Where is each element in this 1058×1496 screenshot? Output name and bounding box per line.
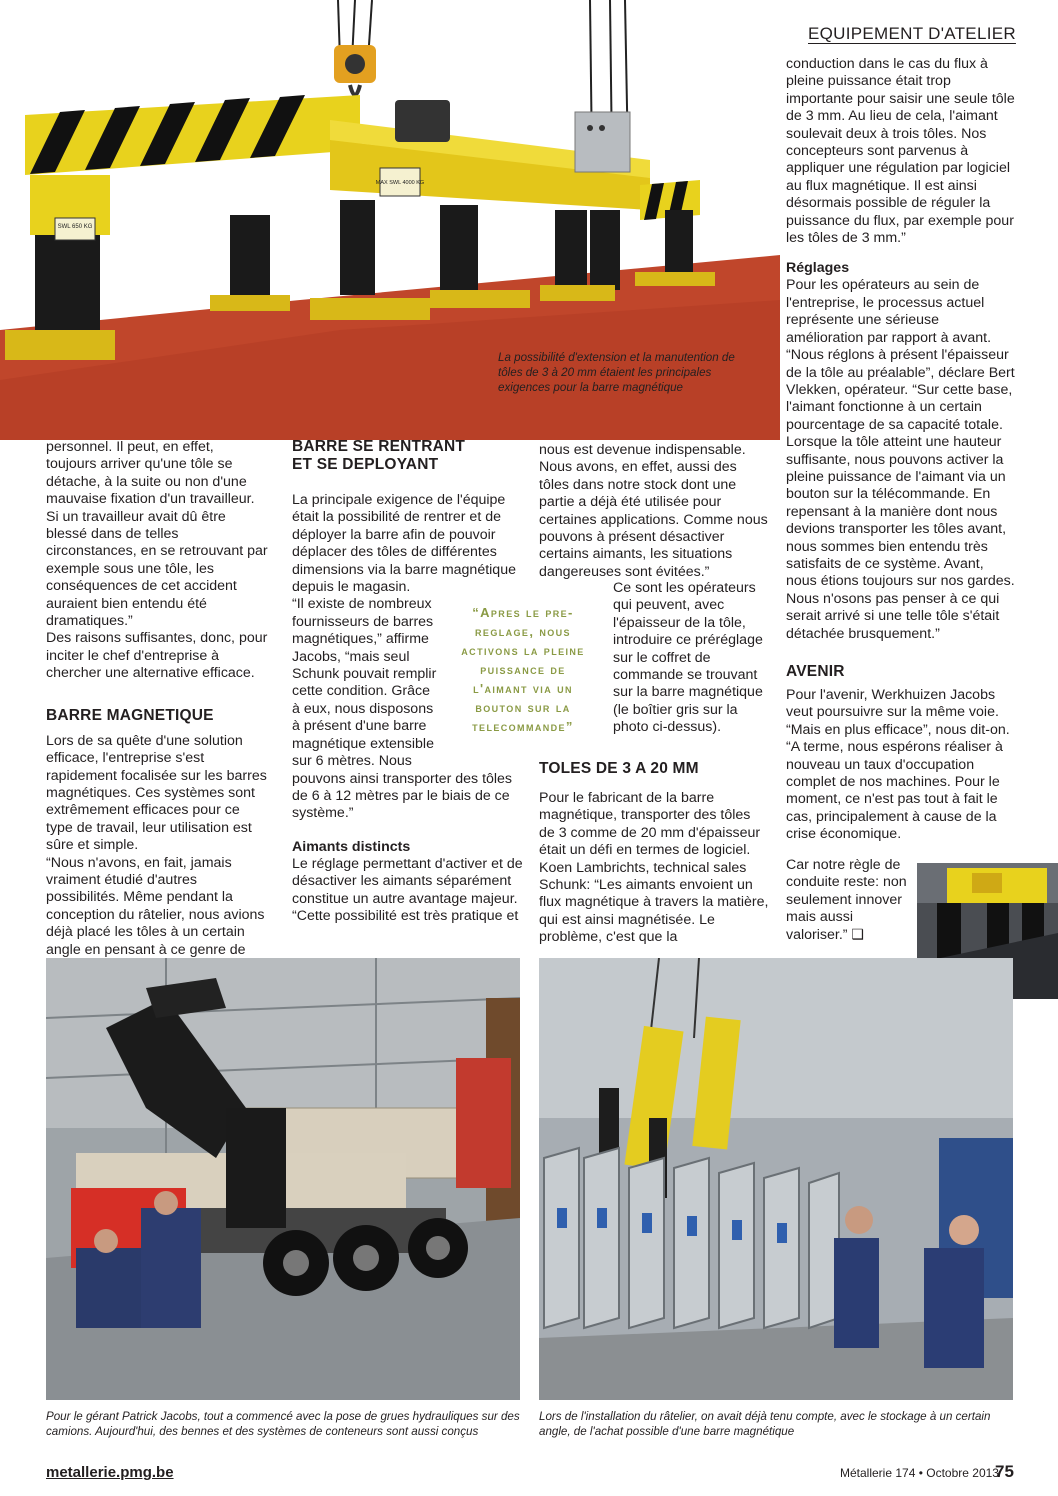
footer-issue: Métallerie 174 • Octobre 2013 [840,1466,999,1480]
column-3 [539,442,769,581]
col2-paragraph-2-end: pouvons ainsi transporter des tôles de 6 à 12 mètres par le biais de ce système.” [292,770,513,822]
label-swl-left: SWL 650 KG [57,224,93,230]
col4-paragraph-2: Pour les opérateurs au sein de l'entreprise, le processus actuel représente une sérieuse amélioration par rapport à avant. “Nous réglons à présent l'épaisseur de la tôle au préalable”, déclare Bert Vlekken, opérateur. “Sur cette base, l'aimant fonctionne à un certain pourcentage de sa capacité totale. Lorsque la tôle atteint une hauteur suffisante, nous pouvons activer la pleine puissance de l'aimant via un bouton sur la télécommande. En repensant à la manière dont nous devions transporter les tôles avant, nous sommes bien entendu très satisfaits de ce système. Avant, nous étions toujours sur nos gardes. Nous n'osons pas penser à ce qui serait arrivé si une telle tôle s'était détachée brusquement.” [786,277,1015,642]
col2-paragraph-3: Le réglage permettant d'activer et de désactiver les aimants séparément constitue un autre avantage majeur. [292,855,523,907]
col1-intro-2: Des raisons suffisantes, donc, pour inciter le chef d'entreprise à chercher une alternative efficace. [46,630,268,682]
col4-paragraph-3: Pour l'avenir, Werkhuizen Jacobs veut poursuivre sur la même voie. “Mais en plus efficace”, nous dit-on. “A terme, nous espérons réaliser à nouveau un taux d'occupation complet de nos machines. Pour le moment, ce n'est pas tout à fait le cas, principalement à cause de la crise économique. [786,687,1010,843]
pull-quote: “Apres le pre-reglage, nous activons la pleine puissance de l'aimant via un bouton sur la telecommande” [452,603,594,736]
heading-barre-magnetique: BARRE MAGNETIQUE [46,706,214,724]
col2-paragraph-4: “Cette possibilité est très pratique et [292,907,519,924]
section-title: EQUIPEMENT D'ATELIER [808,24,1016,43]
heading-avenir: AVENIR [786,663,845,680]
col3-paragraph-2: Ce sont les opérateurs qui peuvent, avec l'épaisseur de la tôle, introduire ce préréglage sur le coffret de commande se trouvant sur la barre magnétique (le boîtier gris sur la photo ci-dessus). [613,580,763,736]
subhead-aimants-distincts: Aimants distincts [292,838,411,855]
column-3-lower [539,760,769,947]
column-1 [46,439,268,976]
column-4 [786,56,1018,844]
subhead-reglages: Réglages [786,260,850,277]
caption-bottom-right: Lors de l'installation du râtelier, on avait déjà tenu compte, avec le stockage à un certain angle, de l'achat possible d'une barre magnétique [539,1410,991,1438]
page-number: 75 [995,1462,1014,1481]
col3-paragraph-3: Pour le fabricant de la barre magnétique, transporter des tôles de 3 comme de 20 mm d'épaisseur était un défi en termes de logiciel. Koen Lambrichts, technical sales Schunk: “Les aimants envoient un flux magnétique à travers la matière, qui est ainsi magnétisée. Le problème, c'est que la [539,790,769,946]
col1-intro: personnel. Il peut, en effet, toujours arriver qu'une tôle se détache, à la suite ou non d'une mauvaise fixation d'un travailleur. Si un travailleur avait dû être blessé dans de telles circonstances, en se retrouvant par exemple sous une tôle, les conséquences de cet accident auraient bien entendu été dramatiques.” [46,439,268,630]
label-swl-center: MAX SWL 4000 KG [375,180,425,186]
caption-bottom-left: Pour le gérant Patrick Jacobs, tout a commencé avec la pose de grues hydrauliques sur des camions. Aujourd'hui, des bennes et des systèmes de conteneurs sont aussi conçus [46,1410,520,1438]
col3-paragraph-1: nous est devenue indispensable. Nous avons, en effet, aussi des tôles dans notre stock dont une partie a déjà été utilisée pour certaines applications. Comme nous pouvons à présent désactiver certains aimants, les situations dangereuses sont évitées.” [539,442,768,580]
heading-barre-rentrant-2: ET SE DEPLOYANT [292,456,439,473]
photo-rack-installation [539,958,1013,1400]
heading-barre-rentrant-1: BARRE SE RENTRANT [292,438,466,455]
col1-paragraph-2: “Nous n'avons, en fait, jamais vraiment étudié d'autres possibilités. Même pendant la conception du râtelier, nous avions déjà placé les tôles à un certain angle en pensant à ce genre de [46,854,265,958]
column-2: BARRE SE RENTRANT ET SE DEPLOYANT La principale exigence de l'équipe était la possibilité de rentrer et de déployer la barre afin de pouvoir déplacer des tôles de différentes dimensions via la barre magnétique depuis le magasin. “Il existe de nombreux fournisseurs de barres magnétiques,” affirme Jacobs, “mais seul Schunk pouvait remplir cette condition. Grâce à eux, nous disposons à présent d'une barre magnétique extensible sur 6 mètres. Nous pouvons ainsi transporter des tôles de 6 à 12 mètres par le biais de ce système.” Aimants distincts Le réglage permettant d'activer et de désactiver les aimants séparément constitue un autre avantage majeur. “Cette possibilité est très pratique et [292,438,523,924]
col4-closing: Car notre règle de conduite reste: non seulement innover mais aussi valoriser.” ❑ [786,857,907,943]
col1-paragraph-1: Lors de sa quête d'une solution efficace, l'entreprise s'est rapidement focalisée sur les barres magnétiques. Ces systèmes sont extrêmement efficaces pour ce type de travail, leur utilisation est sûre et simple. [46,732,267,854]
heading-toles: TOLES DE 3 A 20 MM [539,760,699,777]
col2-paragraph-1: La principale exigence de l'équipe était la possibilité de rentrer et de déployer la barre afin de pouvoir déplacer des tôles de différentes dimensions via la barre magnétique depuis le magasin. [292,492,516,596]
footer-website[interactable]: metallerie.pmg.be [46,1464,174,1481]
photo-truck-crane [46,958,520,1400]
col4-paragraph-1: conduction dans le cas du flux à pleine puissance était trop importante pour saisir une seule tôle de 3 mm. Au lieu de cela, l'aimant soulevait deux à trois tôles. Nos concepteurs sont parvenus à appliquer une régulation par logiciel au flux magnétique. Il est ainsi désormais possible de réguler la puissance du flux, par exemple pour les tôles de 3 mm.” [786,56,1015,247]
caption-top-photo: La possibilité d'extension et la manutention de tôles de 3 à 20 mm étaient les principales exigences pour la barre magnétique [498,351,735,394]
